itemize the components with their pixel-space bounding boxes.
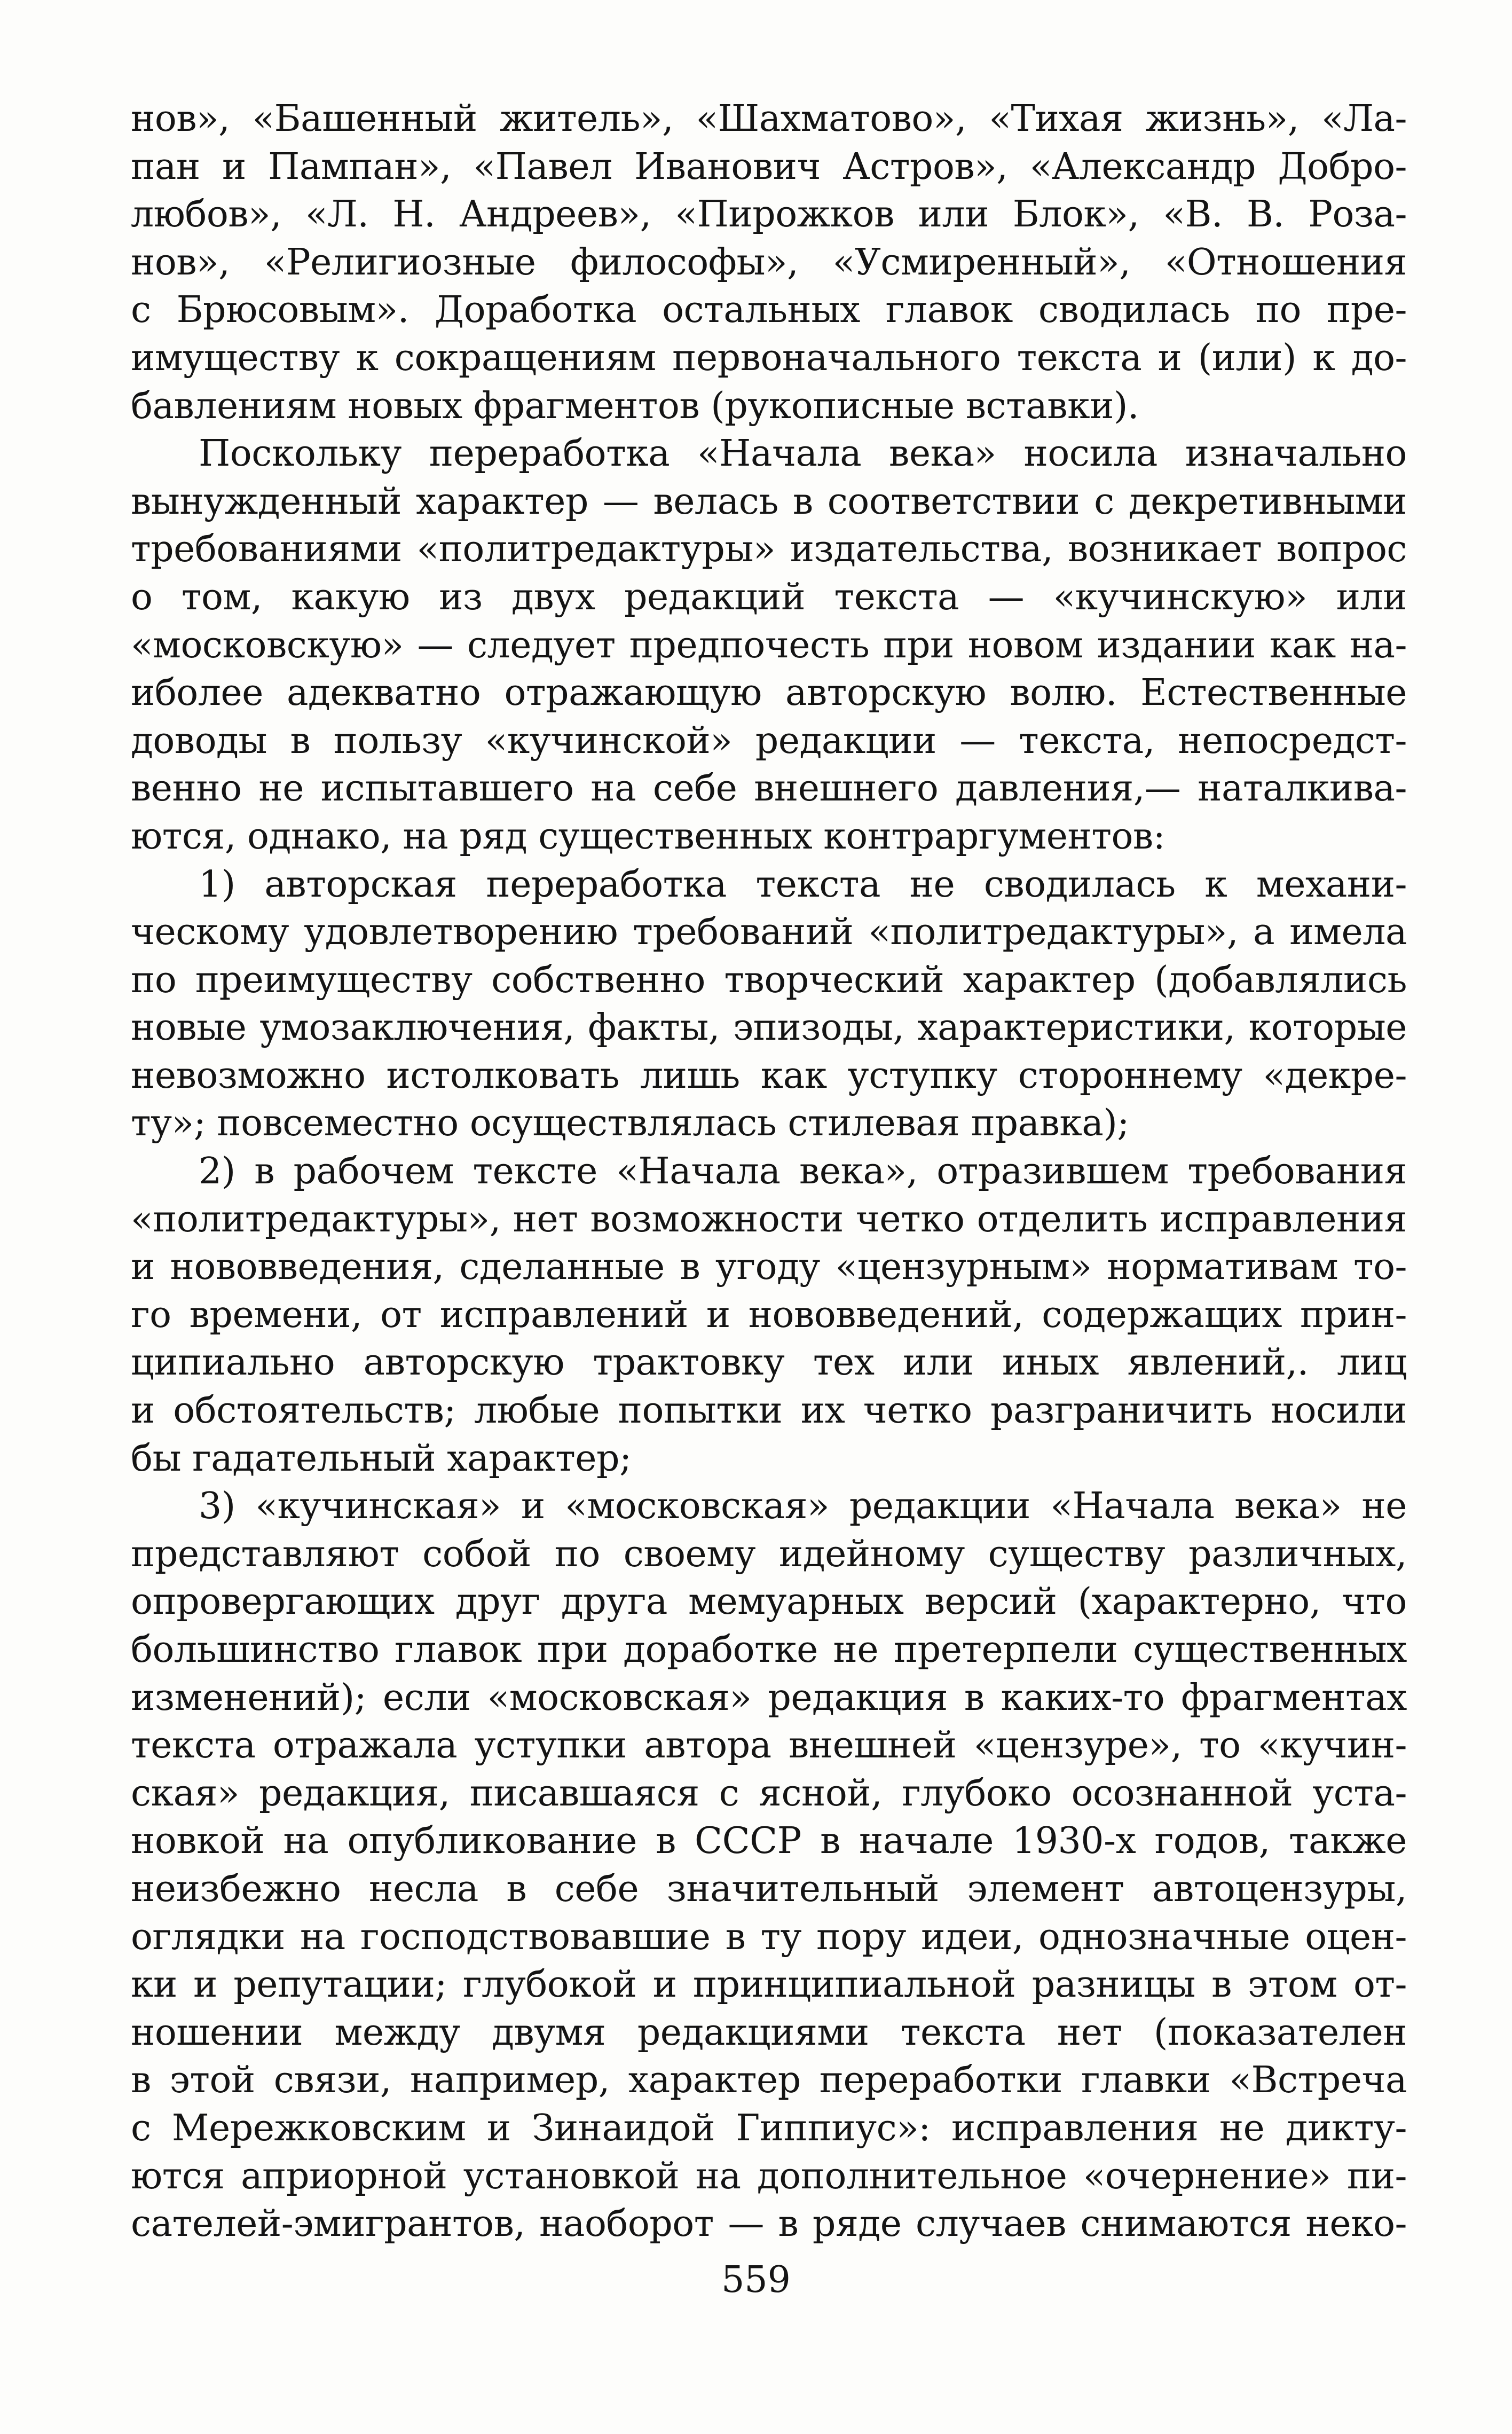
text-line: бавлениям новых фрагментов (рукописные вставки). — [131, 384, 1139, 427]
text-line: текста отражала уступки автора внешней «цензуре», то «кучин- — [131, 1724, 1407, 1767]
body-text — [131, 95, 1407, 2248]
text-line: го времени, от исправлений и нововведений, содержащих прин- — [131, 1293, 1407, 1336]
text-line: новкой на опубликование в СССР в начале 1930-х годов, также — [131, 1820, 1407, 1863]
text-line: пан и Пампан», «Павел Иванович Астров», «Александр Добро- — [131, 145, 1407, 188]
text-line: нов», «Религиозные философы», «Усмиренный», «Отношения — [131, 241, 1407, 284]
text-line: с Брюсовым». Доработка остальных главок сводилась по пре- — [131, 289, 1407, 332]
page-number: 559 — [721, 2259, 791, 2301]
text-line: ческому удовлетворению требований «политредактуры», а имела — [131, 911, 1407, 954]
text-line: изменений); если «московская» редакция в каких-то фрагментах — [131, 1676, 1407, 1719]
text-line: венно не испытавшего на себе внешнего давления,— наталкива- — [131, 767, 1407, 810]
text-line: ются априорной установкой на дополнительное «очернение» пи- — [131, 2155, 1407, 2197]
text-line: о том, какую из двух редакций текста — «кучинскую» или — [131, 576, 1407, 618]
list-item-3-first-line: 3) «кучинская» и «московская» редакции «Начала века» не — [199, 1485, 1407, 1528]
text-line: «московскую» — следует предпочесть при новом издании как на- — [131, 624, 1407, 666]
text-line: нов», «Башенный житель», «Шахматово», «Тихая жизнь», «Ла- — [131, 98, 1407, 140]
text-line: «политредактуры», нет возможности четко отделить исправления — [131, 1198, 1407, 1240]
text-line: ки и репутации; глубокой и принципиальной разницы в этом от- — [131, 1964, 1407, 2006]
text-line: ципиально авторскую трактовку тех или иных явлений,. лиц — [131, 1341, 1407, 1384]
text-line: бы гадательный характер; — [131, 1437, 632, 1480]
text-line: большинство главок при доработке не претерпели существенных — [131, 1629, 1407, 1671]
text-line: неизбежно несла в себе значительный элемент автоцензуры, — [131, 1867, 1407, 1910]
text-line: представляют собой по своему идейному существу различных, — [131, 1533, 1407, 1575]
list-item-2-first-line: 2) в рабочем тексте «Начала века», отразившем требования — [199, 1150, 1407, 1193]
text-line: ская» редакция, писавшаяся с ясной, глубоко осознанной уста- — [131, 1772, 1407, 1815]
text-line: доводы в пользу «кучинской» редакции — текста, непосредст- — [131, 719, 1407, 762]
text-line: новые умозаключения, факты, эпизоды, характеристики, которые — [131, 1007, 1407, 1049]
text-line: требованиями «политредактуры» издательства, возникает вопрос — [131, 528, 1407, 571]
text-line: ются, однако, на ряд существенных контраргументов: — [131, 815, 1166, 858]
text-line: сателей-эмигрантов, наоборот — в ряде случаев снимаются неко- — [131, 2203, 1407, 2245]
text-line: оглядки на господствовавшие в ту пору идеи, однозначные оцен- — [131, 1915, 1407, 1958]
text-line: в этой связи, например, характер переработки главки «Встреча — [131, 2059, 1407, 2102]
text-line: по преимуществу собственно творческий характер (добавлялись — [131, 959, 1407, 1001]
text-line: иболее адекватно отражающую авторскую волю. Естественные — [131, 672, 1407, 715]
text-line: ту»; повсеместно осуществлялась стилевая правка); — [131, 1102, 1129, 1145]
text-line: и обстоятельств; любые попытки их четко разграничить носили — [131, 1389, 1407, 1432]
list-item-1-first-line: 1) авторская переработка текста не сводилась к механи- — [199, 863, 1407, 906]
paragraph-first-line: Поскольку переработка «Начала века» носила изначально — [199, 433, 1407, 475]
text-line: ношении между двумя редакциями текста нет (показателен — [131, 2011, 1407, 2054]
text-line: опровергающих друг друга мемуарных версий (характерно, что — [131, 1581, 1407, 1623]
text-line: имуществу к сокращениям первоначального текста и (или) к до- — [131, 336, 1407, 379]
text-line: любов», «Л. Н. Андреев», «Пирожков или Блок», «В. В. Роза- — [131, 193, 1407, 236]
text-line: с Мережковским и Зинаидой Гиппиус»: исправления не дикту- — [131, 2107, 1407, 2149]
text-line: невозможно истолковать лишь как уступку стороннему «декре- — [131, 1054, 1407, 1097]
text-line: вынужденный характер — велась в соответствии с декретивными — [131, 480, 1407, 523]
text-line: и нововведения, сделанные в угоду «цензурным» нормативам то- — [131, 1246, 1407, 1289]
